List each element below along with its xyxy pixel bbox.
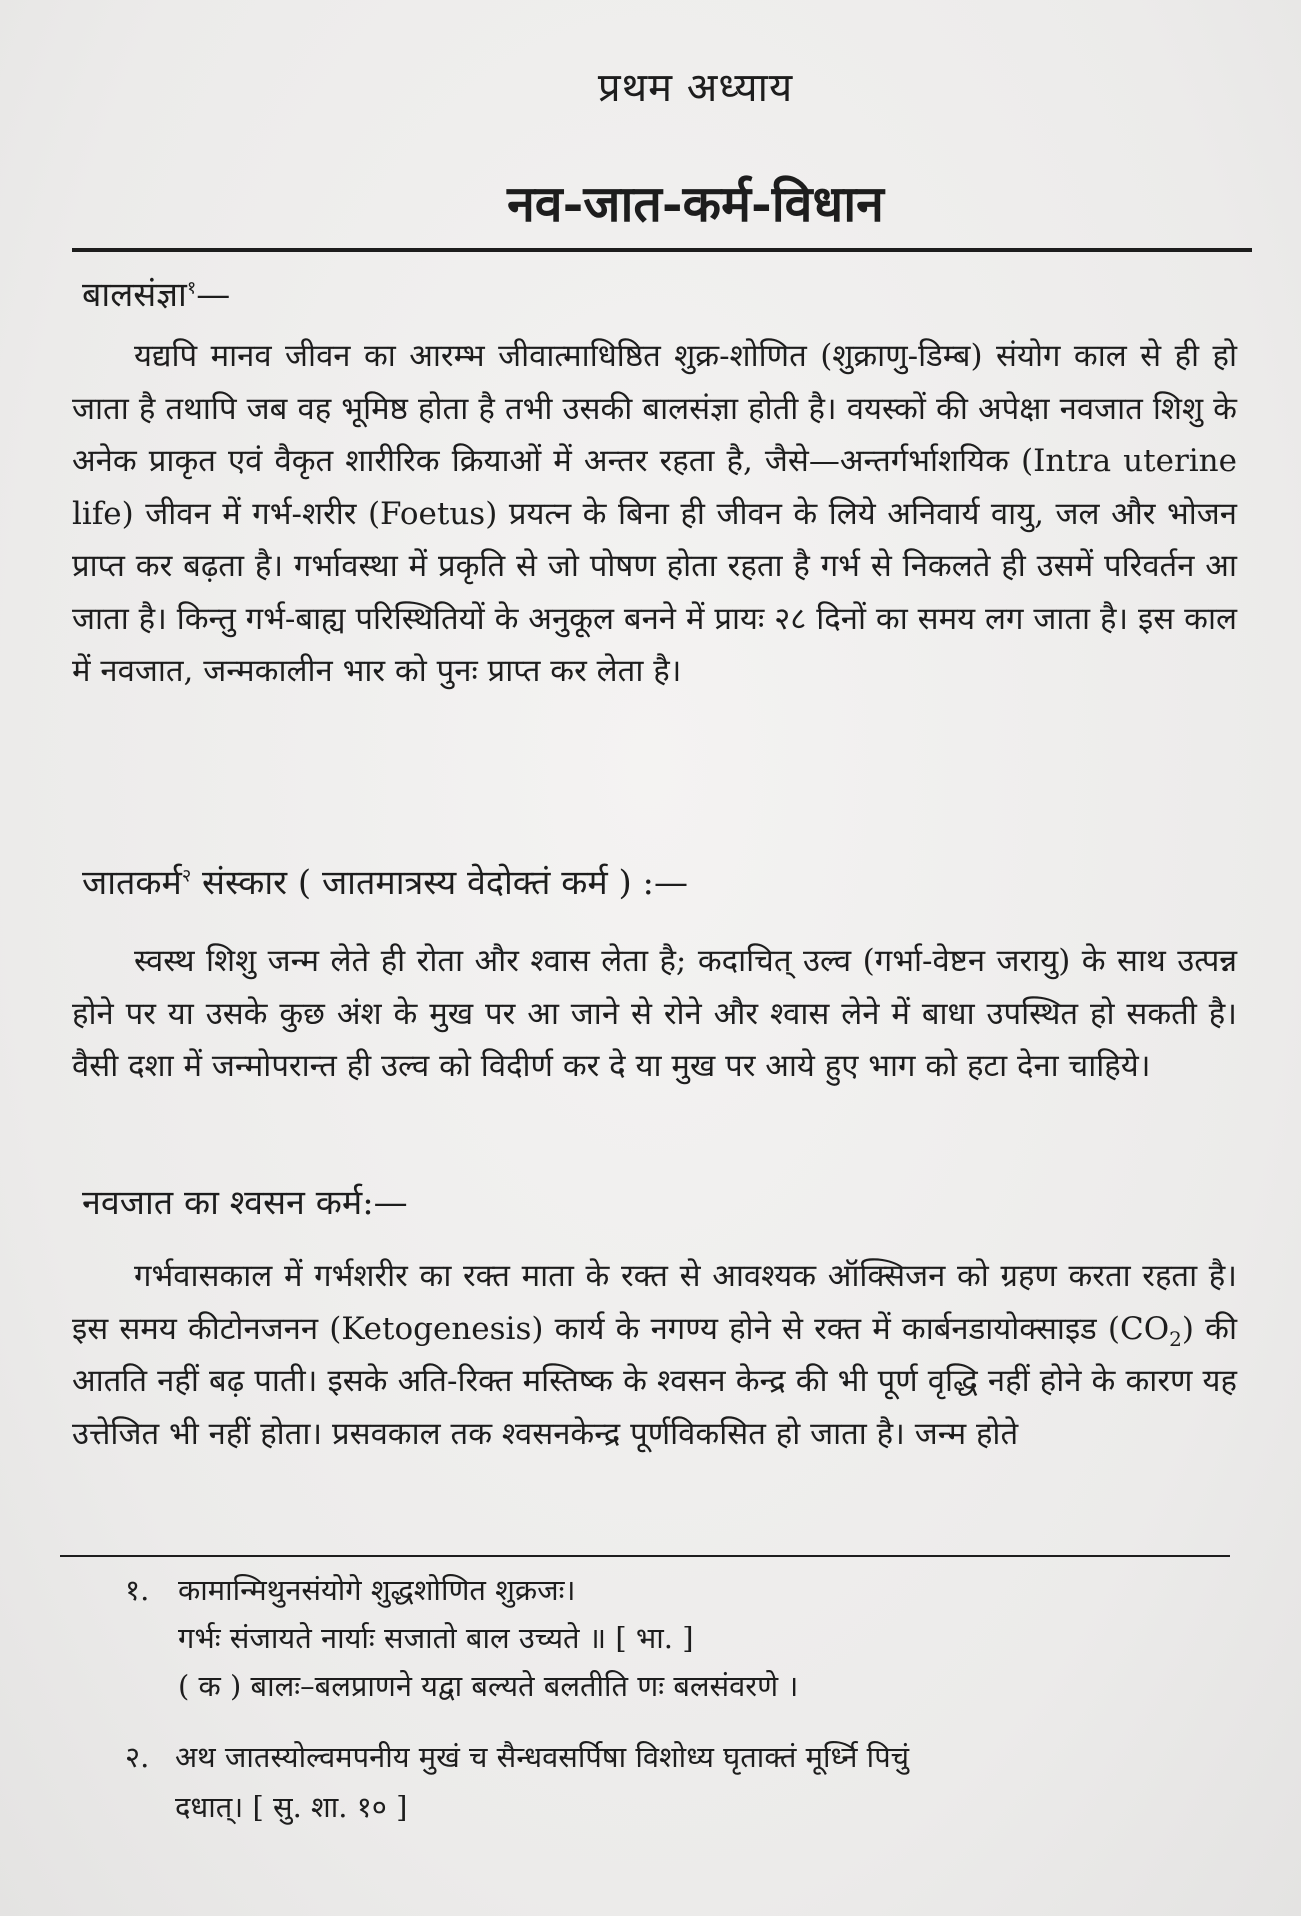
paragraph-jatkarma: स्वस्थ शिशु जन्म लेते ही रोता और श्वास लेता है; कदाचित् उल्व (गर्भा-वेष्टन जरायु) के साथ उत्पन्न होने पर या उसके कुछ अंश के मुख पर आ जाने से रोने और श्वास लेने में बाधा उपस्थित हो सकती है। वैसी दशा में जन्मोपरान्त ही उल्व को विदीर्ण कर दे या मुख पर आये हुए भाग को हटा देना चाहिये। [72,943,1237,1084]
footnote-mark: १ [186,277,197,299]
section-heading-text: नवजात का श्वसन कर्म [82,1183,363,1223]
section-heading-text: जातकर्म [82,863,182,903]
footnote-mark: २ [181,865,192,887]
footnote-line: गर्भः संजायते नार्याः सजातो बाल उच्यते ॥ [ भा. ] [178,1621,694,1655]
section-heading-suffix: :— [362,1183,408,1223]
footnote-mark-1: १. [125,1573,150,1607]
footnote-line: अथ जातस्योल्वमपनीय मुखं च सैन्धवसर्पिषा विशोध्य घृताक्तं मूर्ध्नि पिचुं [175,1740,910,1774]
paragraph-balsangya: यद्यपि मानव जीवन का आरम्भ जीवात्माधिष्ठित शुक्र-शोणित (शुक्राणु-डिम्ब) संयोग काल से ही हो जाता है तथापि जब वह भूमिष्ठ होता है तभी उसकी बालसंज्ञा होती है। वयस्कों की अपेक्षा नवजात शिशु के अनेक प्राकृत एवं वैकृत शारीरिक क्रियाओं में अन्तर रहता है, जैसे—अन्तर्गर्भाशयिक (Intra uterine life) जीवन में गर्भ-शरीर (Foetus) प्रयत्न के बिना ही जीवन के लिये अनिवार्य वायु, जल और भोजन प्राप्त कर बढ़ता है। गर्भावस्था में प्रकृति से जो पोषण होता रहता है गर्भ से निकलते ही उसमें परिवर्तन आ जाता है। किन्तु गर्भ-बाह्य परिस्थितियों के अनुकूल बनने में प्रायः २८ दिनों का समय लग जाता है। इस काल में नवजात, जन्मकालीन भार को पुनः प्राप्त कर लेता है। [72,338,1237,689]
section-heading-jatkarma [82,858,688,904]
paragraph-shvasan [72,1250,1237,1460]
footnote-line: दधात्। [ सु. शा. १० ] [175,1790,408,1824]
chapter-heading: प्रथम अध्याय [597,65,794,111]
section-heading-suffix: — [196,275,231,315]
footnote-mark-2: २. [125,1740,150,1774]
footnote-divider [60,1555,1230,1557]
subscript: 2 [1169,1326,1182,1351]
section-heading-shvasan [82,1178,408,1224]
section-heading-suffix: संस्कार ( जातमात्रस्य वेदोक्तं कर्म ) :— [191,863,688,903]
paragraph-text: ) की आतति नहीं बढ़ पाती। इसके अति-रिक्त मस्तिष्क के श्वसन केन्द्र की भी पूर्ण वृद्धि नहीं होने के कारण यह उत्तेजित भी नहीं होता। प्रसवकाल तक श्वसनकेन्द्र पूर्णविकसित हो जाता है। जन्म होते [72,1310,1237,1452]
paragraph-text: गर्भवासकाल में गर्भशरीर का रक्त माता के रक्त से आवश्यक ऑक्सिजन को ग्रहण करता रहता है। इस समय कीटोनजनन (Ketogenesis) कार्य के नगण्य होने से रक्त में कार्बनडायोक्साइड (CO [72,1258,1237,1347]
section-heading-balsangya [82,270,230,316]
title-divider [72,248,1252,252]
footnote-line: ( क ) बालः–बलप्राणने यद्वा बल्यते बलतीति णः बलसंवरणे । [178,1669,799,1703]
page-title: नव-जात-कर्म-विधान [507,174,884,233]
footnote-line: कामान्मिथुनसंयोगे शुद्धशोणित शुक्रजः। [178,1573,576,1607]
section-heading-text: बालसंज्ञा [82,275,187,315]
